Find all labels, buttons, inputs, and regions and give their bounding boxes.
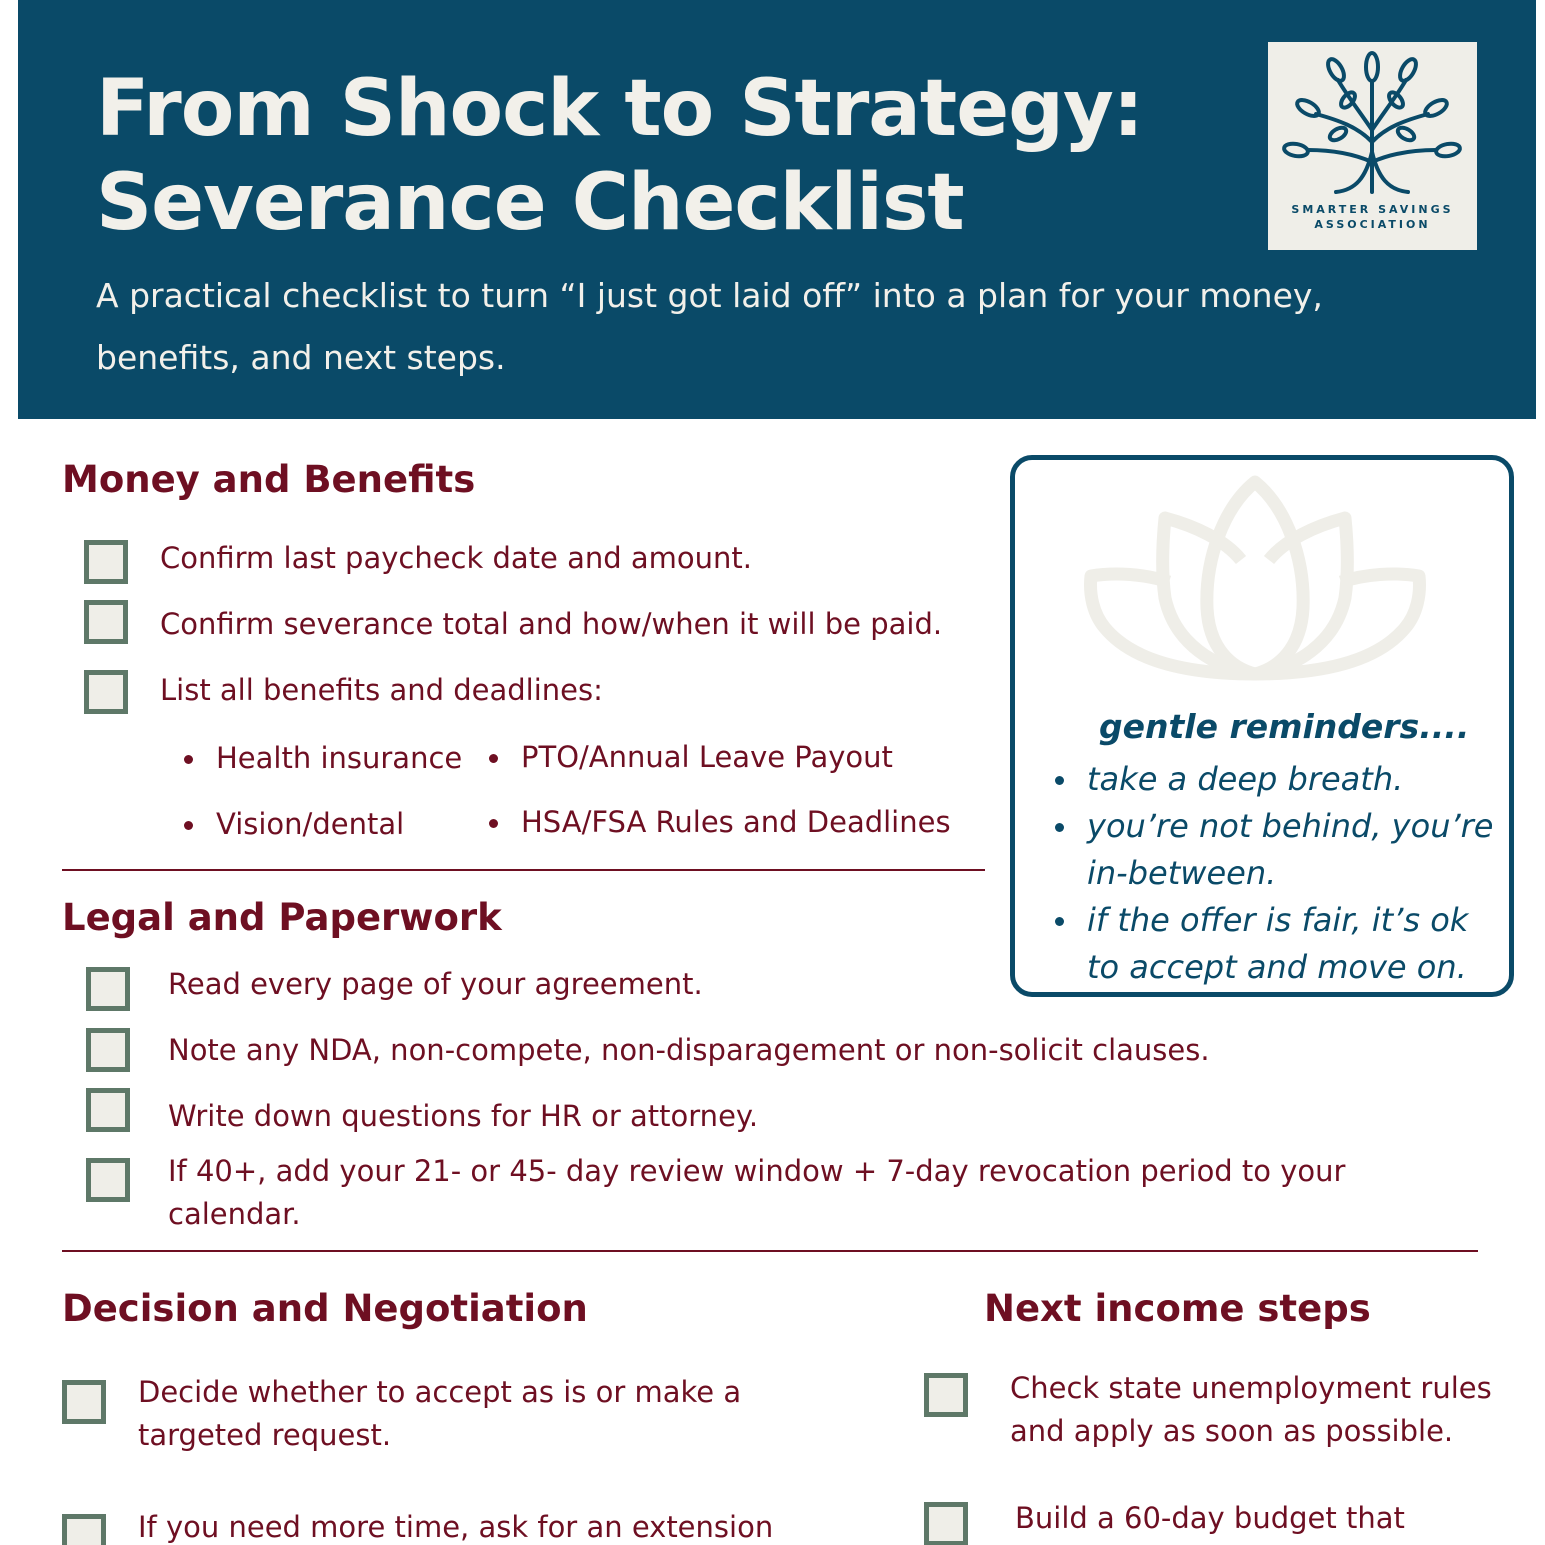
item-questions: Write down questions for HR or attorney.	[168, 1099, 759, 1133]
page-title	[96, 62, 1143, 250]
reminder-item: you’re not behind, you’re in-between.	[1049, 803, 1499, 897]
checkbox-extension[interactable]	[62, 1514, 106, 1545]
reminders-box	[1010, 455, 1514, 997]
benefit-hsa-fsa: HSA/FSA Rules and Deadlines	[487, 802, 951, 842]
lotus-icon	[1075, 468, 1455, 693]
reminder-item: if the offer is fair, it’s ok to accept and move on.	[1049, 897, 1499, 991]
title-line-2: Severance Checklist	[96, 158, 964, 248]
benefit-pto-payout: PTO/Annual Leave Payout	[487, 737, 893, 777]
logo	[1268, 42, 1477, 250]
item-benefits-list: List all benefits and deadlines:	[160, 673, 603, 707]
checkbox-budget[interactable]	[924, 1502, 968, 1545]
section-title-legal: Legal and Paperwork	[62, 896, 502, 939]
checkbox-paycheck[interactable]	[84, 540, 128, 584]
divider-money	[62, 869, 985, 871]
benefit-vision-dental: Vision/dental	[182, 804, 404, 844]
section-title-money: Money and Benefits	[62, 458, 476, 501]
section-title-decision: Decision and Negotiation	[62, 1287, 588, 1330]
logo-name-line-2: ASSOCIATION	[1314, 218, 1431, 231]
benefit-health-insurance: Health insurance	[182, 738, 462, 778]
item-note-clauses: Note any NDA, non-compete, non-disparagement or non-solicit clauses.	[168, 1033, 1210, 1067]
item-severance-total: Confirm severance total and how/when it will be paid.	[160, 607, 943, 641]
section-title-income: Next income steps	[984, 1287, 1371, 1330]
item-unemployment: Check state unemployment rules and apply as soon as possible.	[1010, 1371, 1492, 1448]
checkbox-benefits-list[interactable]	[84, 670, 128, 714]
checkbox-accept-decision[interactable]	[62, 1380, 106, 1424]
tree-icon	[1268, 42, 1477, 202]
checkbox-questions[interactable]	[86, 1088, 130, 1132]
reminders-title: gentle reminders....	[1099, 707, 1470, 746]
item-accept-decision: Decide whether to accept as is or make a targeted request.	[138, 1375, 742, 1452]
divider-legal	[62, 1250, 1478, 1252]
checkbox-read-agreement[interactable]	[86, 967, 130, 1011]
reminders-list	[1049, 756, 1499, 991]
item-extension: If you need more time, ask for an extension	[138, 1510, 774, 1544]
reminder-item: take a deep breath.	[1049, 756, 1499, 803]
checkbox-severance-total[interactable]	[84, 600, 128, 644]
checkbox-note-clauses[interactable]	[86, 1028, 130, 1072]
checkbox-review-window[interactable]	[86, 1158, 130, 1202]
item-budget: Build a 60-day budget that	[1015, 1501, 1405, 1535]
item-review-window: If 40+, add your 21- or 45- day review window + 7-day revocation period to your calendar.	[168, 1154, 1346, 1231]
title-line-1: From Shock to Strategy:	[96, 64, 1143, 154]
checkbox-unemployment[interactable]	[924, 1373, 968, 1417]
item-paycheck: Confirm last paycheck date and amount.	[160, 541, 753, 575]
logo-name-line-1: SMARTER SAVINGS	[1291, 203, 1454, 216]
page-subtitle: A practical checklist to turn “I just got laid off” into a plan for your money, benefits, and next steps.	[96, 276, 1323, 377]
item-read-agreement: Read every page of your agreement.	[168, 967, 703, 1001]
